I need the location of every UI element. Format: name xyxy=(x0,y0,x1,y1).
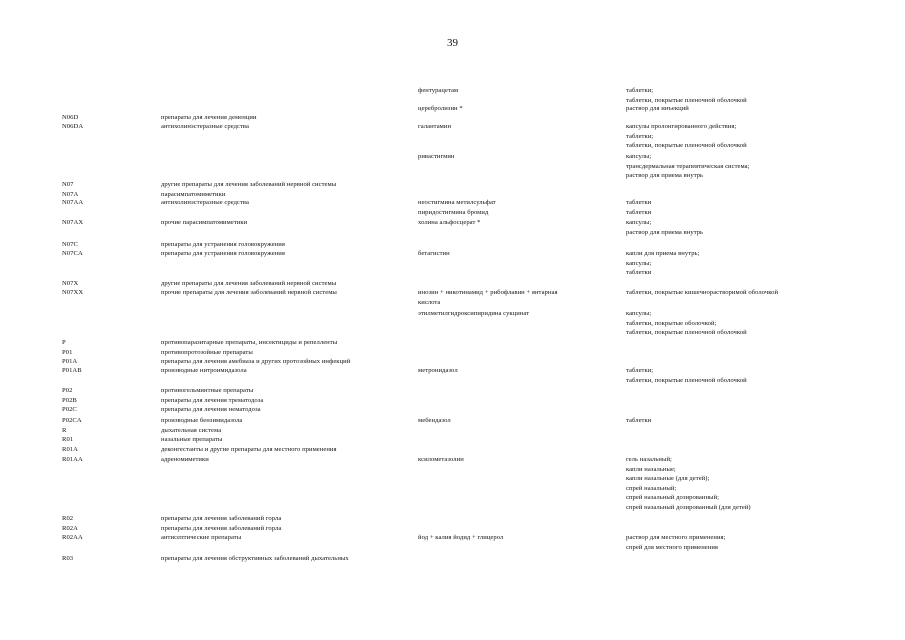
drug-name: церебролизин * xyxy=(418,105,463,112)
atc-code: P01 xyxy=(62,348,73,356)
drug-name: метронидазол xyxy=(418,367,458,374)
atc-code: N07CA xyxy=(62,250,83,257)
drug-name: этилметилгидроксипиридина сукцинат xyxy=(418,310,530,317)
atc-code: P02C xyxy=(62,406,77,414)
group-description: препараты для лечения амебиаза и других протозойных инфекций xyxy=(161,358,351,366)
dosage-form: таблетки xyxy=(626,208,652,216)
atc-code: R02A xyxy=(62,524,78,532)
drug-name: пиридостигмина бромид xyxy=(418,208,489,216)
dosage-form: капли назальные; xyxy=(626,465,676,473)
drug-name: инозин + никотинамид + рибофлавин + янтарная xyxy=(418,289,558,296)
dosage-form: трансдермальная терапевтическая система; xyxy=(626,162,750,170)
group-description: препараты для лечения нематодоза xyxy=(161,406,261,414)
dosage-form: капли для приема внутрь; xyxy=(626,250,700,257)
dosage-form: таблетки; xyxy=(626,367,654,374)
dosage-form: спрей назальный дозированный (для детей) xyxy=(626,504,751,511)
atc-code: R02 xyxy=(62,515,74,522)
group-description: другие препараты для лечения заболеваний нервной системы xyxy=(161,181,337,188)
drug-name: мебендазол xyxy=(418,417,451,424)
group-description: дыхательная система xyxy=(161,426,222,434)
atc-code: N07C xyxy=(62,241,78,248)
group-description: противопротозойные препараты xyxy=(161,348,253,356)
dosage-form: раствор для инъекций xyxy=(626,105,689,112)
atc-code: P02 xyxy=(62,387,73,394)
dosage-form: капли назальные (для детей); xyxy=(626,475,710,483)
drug-name: неостигмина метилсульфат xyxy=(418,199,496,206)
atc-code: P xyxy=(62,339,66,346)
drug-name: ксилометазолин xyxy=(418,456,464,463)
group-description: антихолинэстеразные средства xyxy=(161,199,249,206)
atc-code: R03 xyxy=(62,555,74,562)
dosage-form: таблетки, покрытые кишечнорастворимой оболочкой xyxy=(626,289,779,296)
group-description: парасимпатомиметики xyxy=(161,190,226,198)
dosage-form: таблетки, покрытые пленочной оболочкой xyxy=(626,142,747,150)
group-description: препараты для устранения головокружения xyxy=(161,241,285,248)
group-description: другие препараты для лечения заболеваний нервной системы xyxy=(161,280,337,287)
group-description: производные бензимидазола xyxy=(161,417,243,424)
drug-name: йод + калия йодид + глицерол xyxy=(418,534,504,541)
atc-code: R01AA xyxy=(62,456,83,463)
dosage-form: гель назальный; xyxy=(626,456,672,463)
atc-code: P02CA xyxy=(62,417,82,424)
group-description: противопаразитарные препараты, инсектициды и репелленты xyxy=(161,339,338,346)
dosage-form: спрей назальный дозированный; xyxy=(626,494,719,502)
group-description: прочие препараты для лечения заболеваний нервной системы xyxy=(161,289,337,296)
group-description: препараты для лечения заболеваний горла xyxy=(161,515,282,522)
dosage-form: раствор для местного применения; xyxy=(626,534,726,541)
group-description: производные нитроимидазола xyxy=(161,367,247,374)
dosage-form: таблетки; xyxy=(626,132,654,140)
drug-name: галантамин xyxy=(418,123,452,130)
atc-code: R02AA xyxy=(62,534,83,541)
atc-code: R xyxy=(62,426,67,434)
group-description: назальные препараты xyxy=(161,436,223,444)
drug-name: фентурацетам xyxy=(418,87,459,94)
atc-code: N07AA xyxy=(62,199,84,206)
atc-code: N06DA xyxy=(62,123,84,130)
dosage-form: таблетки; xyxy=(626,87,654,94)
dosage-form: капсулы пролонгированного действия; xyxy=(626,123,737,130)
atc-code: N07XX xyxy=(62,289,84,296)
group-description: деконгестанты и другие препараты для местного применения xyxy=(161,445,337,453)
group-description: препараты для лечения обструктивных заболеваний дыхательных xyxy=(161,555,349,562)
atc-code: P02B xyxy=(62,396,77,404)
group-description: противогельминтные препараты xyxy=(161,387,254,394)
dosage-form: капсулы; xyxy=(626,153,652,160)
atc-code: N07AX xyxy=(62,219,84,226)
dosage-form: капсулы; xyxy=(626,259,652,267)
dosage-form: спрей назальный; xyxy=(626,484,677,492)
atc-code: P01AB xyxy=(62,367,82,374)
dosage-form: раствор для приема внутрь xyxy=(626,172,704,180)
atc-code: R01A xyxy=(62,445,78,453)
group-description: прочие парасимпатомиметики xyxy=(161,219,248,226)
drug-name: холина альфосцерат * xyxy=(418,219,481,226)
group-description: препараты для лечения заболеваний горла xyxy=(161,524,282,532)
atc-code: P01A xyxy=(62,358,78,366)
group-description: препараты для устранения головокружения xyxy=(161,250,285,257)
atc-code: N07X xyxy=(62,280,79,287)
atc-code: N06D xyxy=(62,114,79,121)
dosage-form: капсулы; xyxy=(626,219,652,226)
atc-code: N07 xyxy=(62,181,74,188)
dosage-form: капсулы; xyxy=(626,310,652,317)
drug-name: ривастигмин xyxy=(418,153,455,160)
page-number: 39 xyxy=(447,37,458,49)
dosage-form: таблетки xyxy=(626,199,652,206)
dosage-form: таблетки xyxy=(626,417,652,424)
atc-code: R01 xyxy=(62,436,74,444)
drug-name: бетагистин xyxy=(418,250,450,257)
drug-name: кислота xyxy=(418,298,441,306)
dosage-form: таблетки, покрытые пленочной оболочкой xyxy=(626,376,747,384)
group-description: антихолинэстеразные средства xyxy=(161,123,249,130)
dosage-form: таблетки xyxy=(626,269,652,277)
dosage-form: раствор для приема внутрь xyxy=(626,228,704,236)
dosage-form: спрей для местного применения xyxy=(626,543,719,551)
group-description: препараты для лечения трематодоза xyxy=(161,396,264,404)
atc-code: N07A xyxy=(62,190,79,198)
group-description: препараты для лечения деменции xyxy=(161,114,257,121)
dosage-form: таблетки, покрытые оболочкой; xyxy=(626,319,717,327)
dosage-form: таблетки, покрытые пленочной оболочкой xyxy=(626,96,747,104)
dosage-form: таблетки, покрытые пленочной оболочкой xyxy=(626,329,747,337)
group-description: адреномиметики xyxy=(161,456,209,463)
group-description: антисептические препараты xyxy=(161,534,242,541)
